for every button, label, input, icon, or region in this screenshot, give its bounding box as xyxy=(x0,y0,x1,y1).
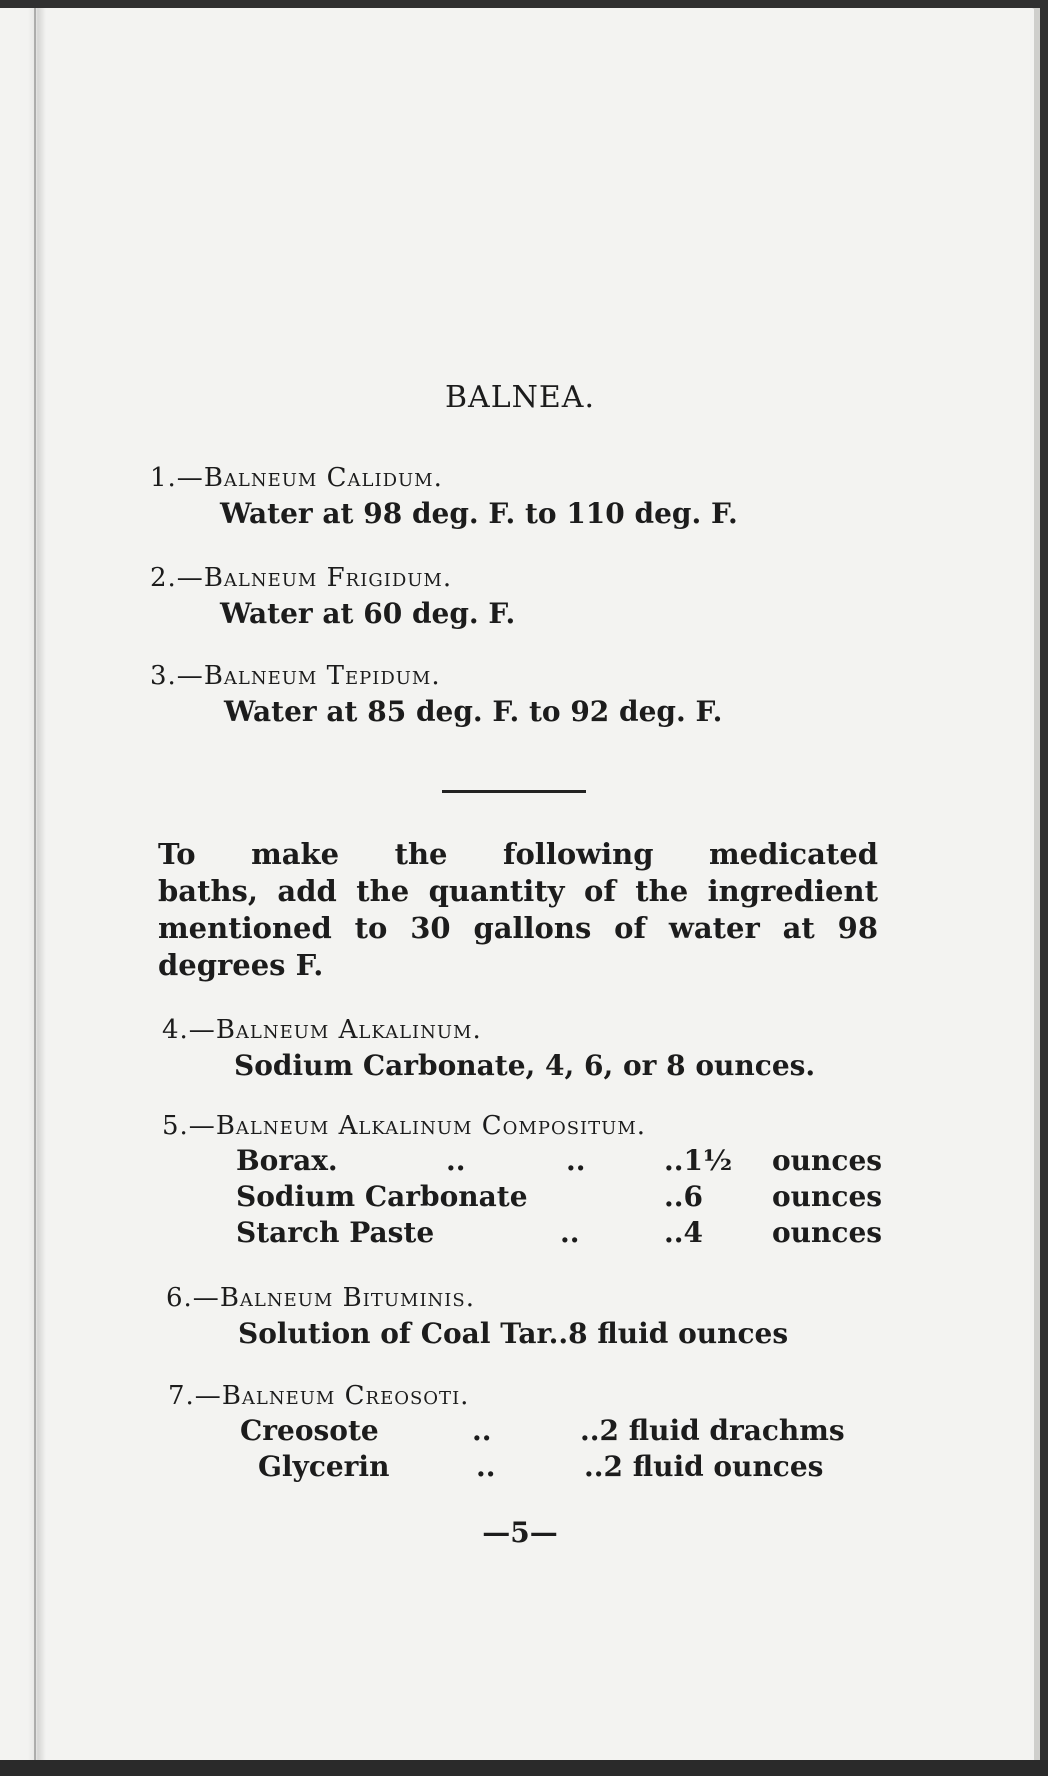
leader-dots: .. xyxy=(476,1450,496,1483)
entry-title: Balneum Frigidum. xyxy=(203,563,453,593)
ingredient-name: Borax. xyxy=(236,1144,338,1177)
ingredient-row xyxy=(0,1414,1040,1450)
intro-line: baths, add the quantity of the ingredient xyxy=(158,874,878,908)
book-page xyxy=(0,8,1040,1760)
entry-title: Balneum Calidum. xyxy=(203,463,443,493)
ingredient-row xyxy=(0,1216,1040,1252)
entry-title: Balneum Bituminis. xyxy=(219,1283,476,1313)
ingredient-unit: ounces xyxy=(772,1180,883,1213)
entry-number: 1.— xyxy=(150,463,204,493)
leader-dots: .. xyxy=(472,1414,492,1447)
entry-number: 5.— xyxy=(162,1111,216,1141)
ingredient-unit: ounces xyxy=(772,1144,883,1177)
entry-number: 4.— xyxy=(162,1015,216,1045)
ingredient-quantity: ..2 fluid drachms xyxy=(580,1414,845,1447)
page-fold-line xyxy=(34,8,36,1760)
ingredient-name: Creosote xyxy=(240,1414,379,1447)
leader-dots: .. xyxy=(560,1216,580,1249)
entry-1 xyxy=(0,460,1040,532)
intro-line: To make the following medicated xyxy=(158,837,878,871)
intro-paragraph xyxy=(158,836,878,984)
entry-4 xyxy=(0,1012,1040,1084)
page-heading: BALNEA. xyxy=(445,380,595,415)
ingredient-row xyxy=(0,1180,1040,1216)
entry-6 xyxy=(0,1280,1040,1352)
ingredient-name: Starch Paste xyxy=(236,1216,435,1249)
entry-title: Balneum Tepidum. xyxy=(203,661,441,691)
entry-7 xyxy=(0,1378,1040,1486)
entry-title: Balneum Alkalinum. xyxy=(215,1015,482,1045)
entry-line: Water at 60 deg. F. xyxy=(220,597,516,630)
page-right-edge xyxy=(1034,8,1040,1760)
ingredient-quantity: ..1½ xyxy=(664,1144,733,1177)
entry-line: Water at 85 deg. F. to 92 deg. F. xyxy=(224,695,723,728)
ingredient-name: Glycerin xyxy=(258,1450,390,1483)
leader-dots: .. xyxy=(566,1144,586,1177)
ingredient-quantity: ..6 xyxy=(664,1180,703,1213)
ingredient-unit: ounces xyxy=(772,1216,883,1249)
entry-2 xyxy=(0,560,1040,632)
ingredient-row xyxy=(0,1450,1040,1486)
entry-line: Sodium Carbonate, 4, 6, or 8 ounces. xyxy=(234,1049,816,1082)
intro-line: mentioned to 30 gallons of water at 98 xyxy=(158,911,878,945)
entry-number: 2.— xyxy=(150,563,204,593)
page-fold-shadow xyxy=(28,8,46,1760)
ingredient-row xyxy=(0,1144,1040,1180)
page-number: —5— xyxy=(482,1516,558,1549)
ingredient-quantity: ..4 xyxy=(664,1216,703,1249)
entry-5 xyxy=(0,1108,1040,1252)
entry-3 xyxy=(0,658,1040,730)
entry-title: Balneum Creosoti. xyxy=(221,1381,470,1411)
entry-title: Balneum Alkalinum Compositum. xyxy=(215,1111,647,1141)
entry-line: Water at 98 deg. F. to 110 deg. F. xyxy=(220,497,738,530)
entry-line: Solution of Coal Tar..8 fluid ounces xyxy=(238,1317,789,1350)
leader-dots: .. xyxy=(446,1144,466,1177)
section-divider xyxy=(442,790,586,793)
ingredient-name: Sodium Carbonate xyxy=(236,1180,528,1213)
intro-line: degrees F. xyxy=(158,948,324,982)
entry-number: 6.— xyxy=(166,1283,220,1313)
scan-bottom-border xyxy=(0,1760,1048,1776)
entry-number: 3.— xyxy=(150,661,204,691)
ingredient-quantity: ..2 fluid ounces xyxy=(584,1450,824,1483)
entry-number: 7.— xyxy=(168,1381,222,1411)
